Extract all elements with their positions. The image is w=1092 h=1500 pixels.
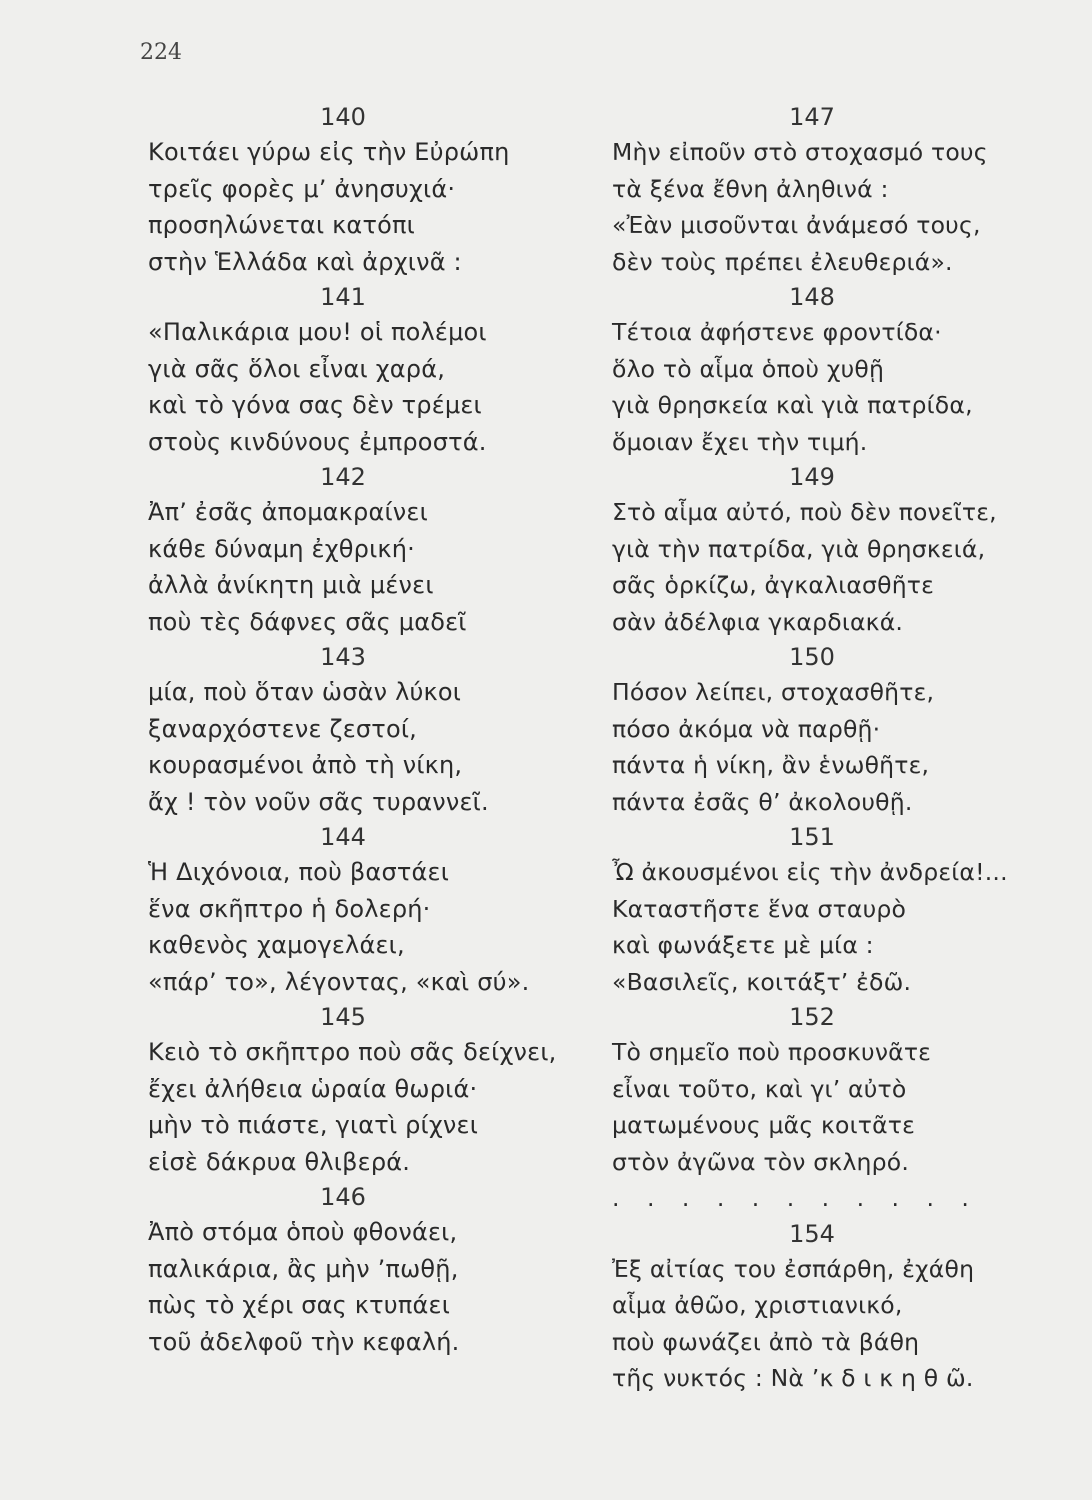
verse-line: ποὺ τὲς δάφνες σᾶς μαδεῖ bbox=[148, 607, 467, 636]
verse-line: Ἐξ αἰτίας του ἐσπάρθη, ἐχάθη bbox=[612, 1254, 975, 1283]
verse-line: ἀλλὰ ἀνίκητη μιὰ μένει bbox=[148, 571, 434, 599]
verse-line: στὸν ἀγῶνα τὸν σκληρό. bbox=[612, 1147, 910, 1176]
verse-line: Πόσον λείπει, στοχασθῆτε, bbox=[612, 678, 935, 706]
stanza-number: 148 bbox=[789, 283, 835, 311]
verse-line: ὅλο τὸ αἷμα ὁποὺ χυθῇ bbox=[612, 354, 885, 383]
stanza-number: 150 bbox=[789, 643, 835, 671]
verse-line: πὼς τὸ χέρι σας κτυπάει bbox=[148, 1291, 451, 1319]
verse-line: μὴν τὸ πιάστε, γιατὶ ρίχνει bbox=[148, 1111, 479, 1139]
verse-line: τοῦ ἀδελφοῦ τὴν κεφαλή. bbox=[148, 1327, 460, 1356]
verse-line: τρεῖς φορὲς μ’ ἀνησυχιά· bbox=[148, 174, 456, 203]
verse-line: πόσο ἀκόμα νὰ παρθῇ· bbox=[612, 714, 881, 743]
verse-line: ματωμένους μᾶς κοιτᾶτε bbox=[612, 1111, 916, 1139]
verse-line: μία, ποὺ ὅταν ὡσὰν λύκοι bbox=[148, 678, 462, 706]
verse-line: «Βασιλεῖς, κοιτάξτ’ ἐδῶ. bbox=[612, 967, 912, 996]
stanza bbox=[148, 1180, 548, 1360]
verse-line: δὲν τοὺς πρέπει ἐλευθεριά». bbox=[612, 247, 953, 276]
stanza-number: 152 bbox=[789, 1003, 835, 1031]
stanza bbox=[612, 1000, 1032, 1180]
verse-line: «Ἐὰν μισοῦνται ἀνάμεσό τους, bbox=[612, 211, 981, 239]
verse-line: αἷμα ἀθῶο, χριστιανικό, bbox=[612, 1291, 903, 1319]
verse-line: ξαναρχόστενε ζεστοί, bbox=[148, 714, 417, 743]
verse-line: ἔχει ἀλήθεια ὡραία θωριά· bbox=[148, 1074, 478, 1103]
left-column bbox=[148, 100, 557, 1360]
verse-line: καθενὸς χαμογελάει, bbox=[148, 931, 405, 959]
stanza bbox=[612, 820, 1032, 1000]
stanza bbox=[148, 100, 548, 280]
right-column bbox=[612, 100, 1032, 1397]
verse-line: γιὰ σᾶς ὅλοι εἶναι χαρά, bbox=[148, 354, 446, 383]
stanza-number: 149 bbox=[789, 463, 835, 491]
verse-line: προσηλώνεται κατόπι bbox=[148, 211, 415, 239]
stanza bbox=[148, 460, 548, 640]
page-number: 224 bbox=[140, 40, 182, 65]
verse-line: παλικάρια, ἂς μὴν ’πωθῇ, bbox=[148, 1254, 459, 1283]
verse-line: στὴν Ἑλλάδα καὶ ἀρχινᾶ : bbox=[148, 247, 462, 276]
verse-line: ὅμοιαν ἔχει τὴν τιμή. bbox=[612, 427, 868, 456]
verse-line: Ἀπὸ στόμα ὁποὺ φθονάει, bbox=[148, 1218, 458, 1246]
verse-line: στοὺς κινδύνους ἐμπροστά. bbox=[148, 427, 487, 456]
stanza bbox=[148, 280, 548, 460]
stanza bbox=[148, 640, 548, 820]
verse-line: ποὺ φωνάζει ἀπὸ τὰ βάθη bbox=[612, 1327, 920, 1356]
stanza bbox=[148, 1000, 557, 1180]
verse-line: «Παλικάρια μου! οἱ πολέμοι bbox=[148, 318, 487, 346]
verse-line: Κειὸ τὸ σκῆπτρο ποὺ σᾶς δείχνει, bbox=[148, 1038, 557, 1066]
verse-line: Καταστῆστε ἕνα σταυρὸ bbox=[612, 894, 907, 923]
verse-line: Ὦ ἀκουσμένοι εἰς τὴν ἀνδρεία!... bbox=[612, 858, 1008, 886]
verse-line: σὰν ἀδέλφια γκαρδιακά. bbox=[612, 607, 904, 636]
verse-line: καὶ φωνάξετε μὲ μία : bbox=[612, 931, 874, 959]
stanza bbox=[612, 460, 1032, 640]
stanza-number: 151 bbox=[789, 823, 835, 851]
verse-line: Ἀπ’ ἐσᾶς ἀπομακραίνει bbox=[148, 498, 428, 526]
verse-line: Μὴν εἰποῦν στὸ στοχασμό τους bbox=[612, 138, 988, 166]
verse-line: τὰ ξένα ἔθνη ἀληθινά : bbox=[612, 174, 889, 203]
stanza-number: 144 bbox=[320, 823, 366, 851]
verse-line: Τέτοια ἀφήστενε φροντίδα· bbox=[612, 318, 942, 346]
verse-line: Τὸ σημεῖο ποὺ προσκυνᾶτε bbox=[612, 1038, 932, 1066]
stanza-number: 140 bbox=[320, 103, 366, 131]
verse-line: πάντα ἡ νίκη, ἂν ἑνωθῆτε, bbox=[612, 751, 930, 779]
verse-line: . . . . . . . . . . . bbox=[612, 1184, 979, 1212]
stanza-number: 154 bbox=[789, 1219, 835, 1248]
verse-line: κουρασμένοι ἀπὸ τὴ νίκη, bbox=[148, 751, 463, 779]
verse-line: κάθε δύναμη ἐχθρική· bbox=[148, 534, 416, 563]
stanza-number: 141 bbox=[320, 283, 366, 311]
verse-line: πάντα ἐσᾶς θ’ ἀκολουθῇ. bbox=[612, 787, 913, 816]
stanza-number: 147 bbox=[789, 103, 835, 131]
verse-line: σᾶς ὁρκίζω, ἀγκαλιασθῆτε bbox=[612, 571, 935, 599]
stanza bbox=[612, 100, 1032, 280]
verse-line: ἕνα σκῆπτρο ἡ δολερή· bbox=[148, 894, 431, 923]
stanza bbox=[612, 640, 1032, 820]
stanza bbox=[612, 280, 1032, 460]
verse-line: γιὰ τὴν πατρίδα, γιὰ θρησκειά, bbox=[612, 534, 986, 563]
stanza-number: 145 bbox=[320, 1003, 366, 1031]
verse-line: γιὰ θρησκεία καὶ γιὰ πατρίδα, bbox=[612, 391, 973, 419]
verse-line: Στὸ αἷμα αὐτό, ποὺ δὲν πονεῖτε, bbox=[612, 498, 997, 526]
stanza bbox=[612, 1217, 1032, 1397]
verse-line: τῆς νυκτός : Νὰ ’κ δ ι κ η θ ῶ. bbox=[612, 1364, 974, 1392]
stanza-number: 146 bbox=[320, 1183, 366, 1211]
verse-line: Ἡ Διχόνοια, ποὺ βαστάει bbox=[148, 858, 450, 886]
stanza-number: 142 bbox=[320, 463, 366, 491]
verse-line: «πάρ’ το», λέγοντας, «καὶ σύ». bbox=[148, 967, 530, 996]
stanza-number: 143 bbox=[320, 643, 366, 671]
stanza bbox=[148, 820, 548, 1000]
verse-line: Κοιτάει γύρω εἰς τὴν Εὐρώπη bbox=[148, 138, 510, 166]
verse-line: ἄχ ! τὸν νοῦν σᾶς τυραννεῖ. bbox=[148, 787, 489, 816]
verse-line: εἶναι τοῦτο, καὶ γι’ αὐτὸ bbox=[612, 1074, 907, 1103]
verse-line: εἰσὲ δάκρυα θλιβερά. bbox=[148, 1147, 411, 1176]
stanza bbox=[612, 1180, 1032, 1217]
verse-line: καὶ τὸ γόνα σας δὲν τρέμει bbox=[148, 391, 482, 419]
